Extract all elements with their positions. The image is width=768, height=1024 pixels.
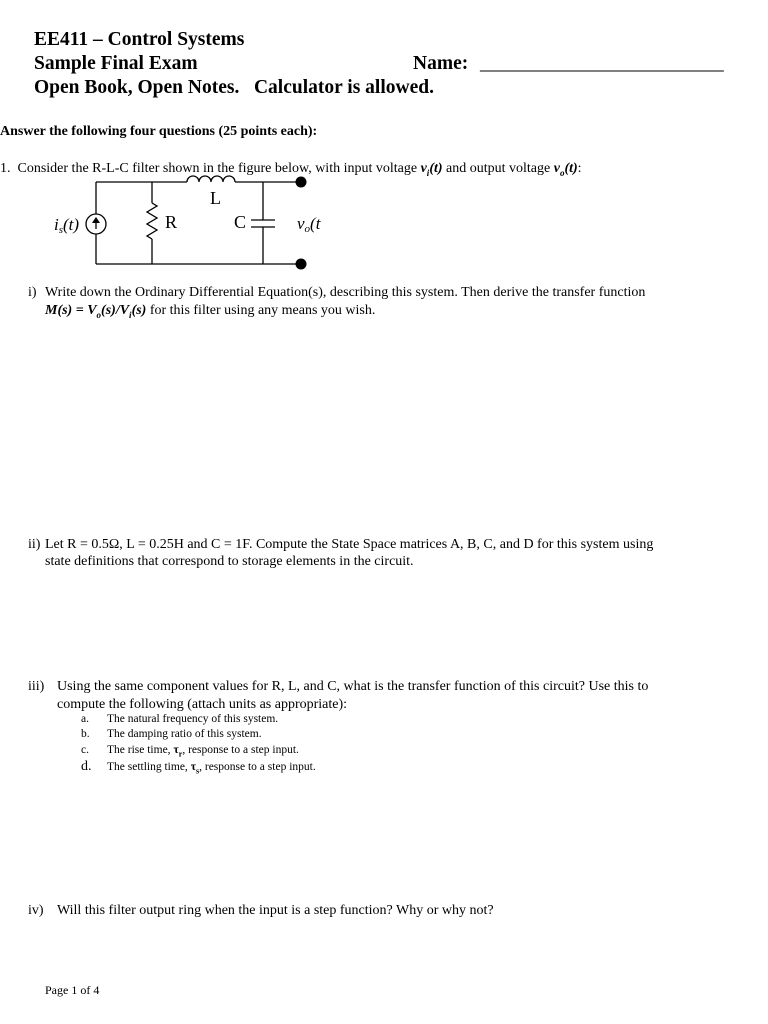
part-i-line2-rest: for this filter using any means you wish. <box>146 303 376 318</box>
part-i-line2 <box>45 302 375 324</box>
inductor-label: L <box>210 188 221 208</box>
part-i-label: i) <box>28 285 37 300</box>
item-label: d. <box>81 759 92 774</box>
page-number: Page 1 of 4 <box>45 983 100 997</box>
part-iii-line1: Using the same component values for R, L, and C, what is the transfer function of this circuit? Use this to <box>57 679 649 694</box>
item-label: c. <box>81 744 89 756</box>
item-text-after: , response to a step input. <box>199 761 316 773</box>
part-ii-line1: Let R = 0.5Ω, L = 0.25H and C = 1F. Compute the State Space matrices A, B, C, and D for this system using <box>45 537 654 552</box>
course-title: EE411 – Control Systems <box>34 29 245 50</box>
output-terminal-top <box>296 177 307 188</box>
output-label: vo(t <box>297 214 321 235</box>
exam-rules: Open Book, Open Notes. Calculator is allowed. <box>34 77 434 98</box>
part-iii-item-a <box>81 712 278 728</box>
output-terminal-bottom <box>296 259 307 270</box>
question-text-before: Consider the R-L-C filter shown in the figure below, with input voltage <box>17 161 421 176</box>
part-iii-line2: compute the following (attach units as appropriate): <box>57 697 348 712</box>
item-label: b. <box>81 728 90 740</box>
item-label: a. <box>81 713 89 725</box>
part-iii-label: iii) <box>28 679 45 694</box>
rlc-circuit-diagram <box>40 172 330 272</box>
item-text-after: , response to a step input. <box>182 744 299 756</box>
part-i-line1: Write down the Ordinary Differential Equation(s), describing this system. Then derive the transfer function <box>45 285 646 300</box>
part-iii-item-b <box>81 727 262 743</box>
name-label: Name: <box>413 53 469 74</box>
input-voltage: $v_i(t)$ <box>420 161 443 178</box>
question-text-middle: and output voltage <box>442 161 554 176</box>
rise-time-symbol: $\tau_r$ <box>173 744 183 759</box>
resistor-symbol <box>147 203 157 239</box>
current-arrow-icon <box>92 217 100 223</box>
capacitor-label: C <box>234 212 247 232</box>
item-text-before: The rise time, <box>107 744 174 756</box>
item-text-before: The settling time, <box>107 761 191 773</box>
settling-time-symbol: $\tau_s$ <box>190 761 200 776</box>
part-iv-label: iv) <box>28 903 44 918</box>
name-field[interactable]: _________________________ <box>480 53 724 74</box>
item-text: The damping ratio of this system. <box>107 728 262 740</box>
question-number: 1. <box>0 161 11 176</box>
transfer-function-formula: $M(s) = V_o(s)/V_i(s)$ <box>45 303 147 320</box>
part-ii-label: ii) <box>28 537 41 552</box>
inductor-symbol <box>187 176 235 182</box>
resistor-label: R <box>165 212 178 232</box>
source-label: is(t) <box>54 215 80 236</box>
question-text-after: : <box>577 161 582 176</box>
exam-title: Sample Final Exam <box>34 53 198 74</box>
output-voltage: $v_o(t)$ <box>553 161 578 178</box>
item-text: The natural frequency of this system. <box>107 713 279 725</box>
part-ii-line2: state definitions that correspond to storage elements in the circuit. <box>45 554 414 569</box>
part-iii-item-d <box>81 759 316 779</box>
instructions: Answer the following four questions (25 points each): <box>0 124 318 139</box>
part-iv-text: Will this filter output ring when the input is a step function? Why or why not? <box>57 903 494 918</box>
